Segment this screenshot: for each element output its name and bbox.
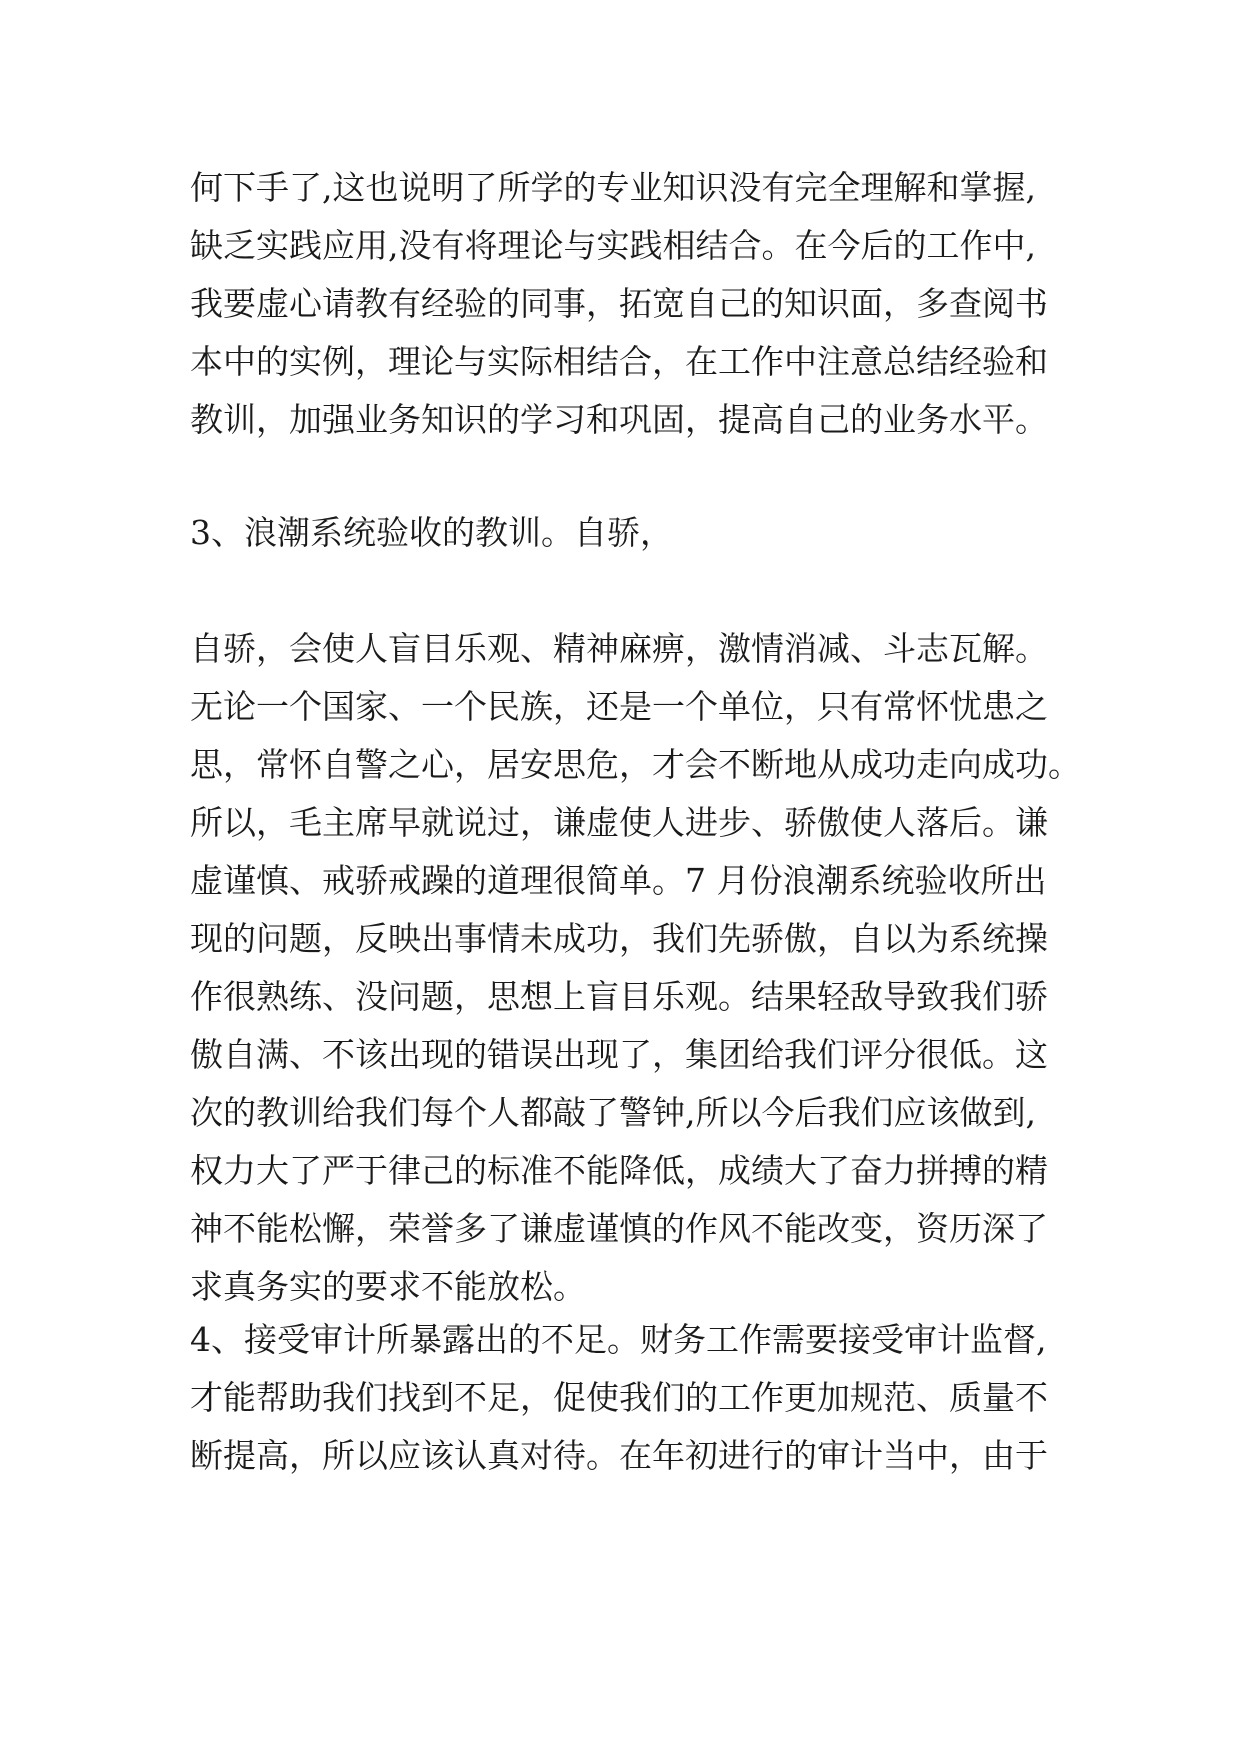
text-line: 傲自满、不该出现的错误出现了，集团给我们评分很低。这 (190, 1035, 1048, 1074)
text-line: 现的问题，反映出事情未成功，我们先骄傲，自以为系统操 (190, 919, 1048, 958)
paragraph-continued (190, 159, 1070, 449)
text-line: 自骄，会使人盲目乐观、精神麻痹，激情消减、斗志瓦解。 (190, 629, 1048, 668)
text-line: 无论一个国家、一个民族，还是一个单位，只有常怀忧患之 (190, 687, 1048, 726)
text-line: 断提高，所以应该认真对待。在年初进行的审计当中，由于 (190, 1436, 1048, 1475)
text-line: 4、接受审计所暴露出的不足。财务工作需要接受审计监督, (190, 1320, 1047, 1359)
text-line: 缺乏实践应用,没有将理论与实践相结合。在今后的工作中, (190, 226, 1036, 265)
section-heading-3 (190, 504, 1070, 562)
text-line: 思，常怀自警之心，居安思危，才会不断地从成功走向成功。 (190, 745, 1081, 784)
text-line: 权力大了严于律己的标准不能降低，成绩大了奋力拼搏的精 (190, 1151, 1048, 1190)
text-line: 求真务实的要求不能放松。 (190, 1267, 586, 1306)
text-line: 教训，加强业务知识的学习和巩固，提高自己的业务水平。 (190, 400, 1048, 439)
text-line: 所以，毛主席早就说过，谦虚使人进步、骄傲使人落后。谦 (190, 803, 1048, 842)
text-line: 3、浪潮系统验收的教训。自骄， (190, 513, 673, 552)
text-line: 才能帮助我们找到不足，促使我们的工作更加规范、质量不 (190, 1378, 1048, 1417)
text-line: 我要虚心请教有经验的同事，拓宽自己的知识面，多查阅书 (190, 284, 1048, 323)
paragraph-audit (190, 1311, 1070, 1485)
paragraph-self-pride (190, 620, 1081, 1316)
text-line: 本中的实例，理论与实际相结合，在工作中注意总结经验和 (190, 342, 1048, 381)
text-line: 虚谨慎、戒骄戒躁的道理很简单。7 月份浪潮系统验收所出 (190, 861, 1047, 900)
text-line: 何下手了,这也说明了所学的专业知识没有完全理解和掌握, (190, 168, 1036, 207)
text-line: 神不能松懈，荣誉多了谦虚谨慎的作风不能改变，资历深了 (190, 1209, 1048, 1248)
text-line: 作很熟练、没问题，思想上盲目乐观。结果轻敌导致我们骄 (190, 977, 1048, 1016)
text-line: 次的教训给我们每个人都敲了警钟,所以今后我们应该做到, (190, 1093, 1036, 1132)
